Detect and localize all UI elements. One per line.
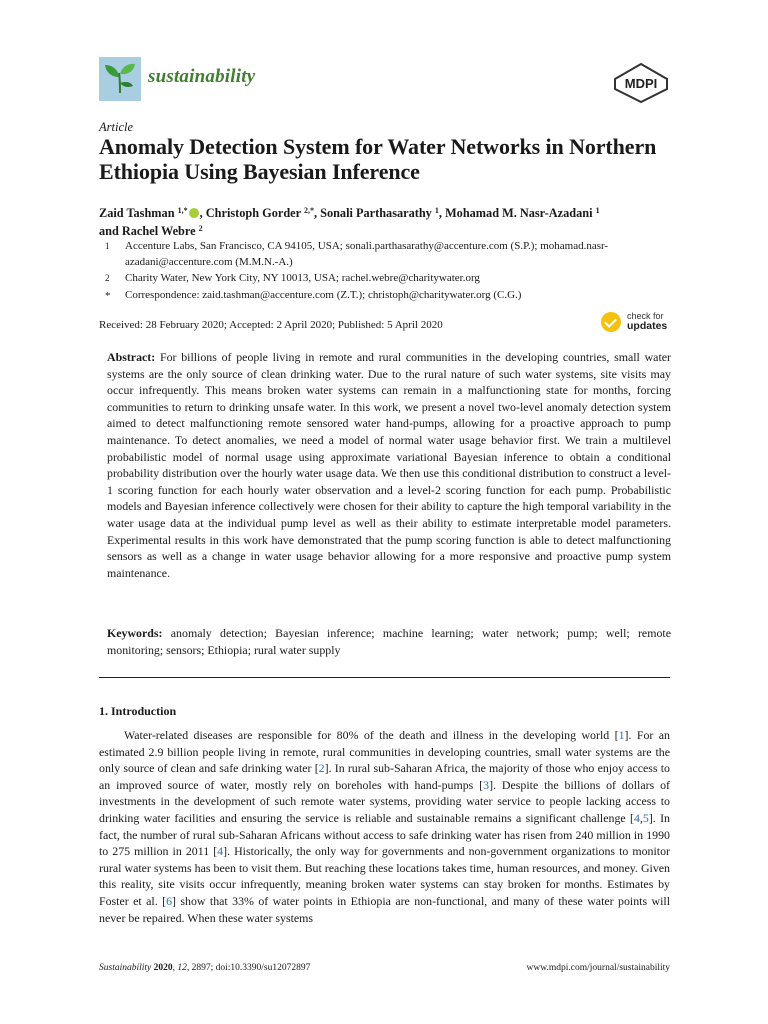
citation-link[interactable]: 4 [217,844,224,859]
author-name: Christoph Gorder [205,206,301,220]
journal-logo-icon [99,57,141,101]
abstract-text: For billions of people living in remote and rural communities in the developing countries, small water systems are the only source of clean drinking water. Due to the rural nature of such water systems, site visits may occur infrequently. This means broken water systems can remain in a malfunctioning state for months, forcing communities to return to drinking unsafe water. In this work, we present a novel two-level anomaly detection system aimed to detect malfunctioning remote sensored water hand-pumps, allowing for a proactive approach to pump maintenance. To detect anomalies, we need a model of normal water usage behavior first. We train a multilevel probabilistic model of normal usage using approximate variational Bayesian inference to obtain a conditional probability distribution over the hourly water usage data. We then use this conditional distribution to construct a level-1 scoring function for each hourly water observation and a level-2 scoring function for each pump. Probabilistic models and Bayesian inference collectively were chosen for their ability to capture the high temporal variability in the water usage data at the individual pump level as well as their ability to estimate interpretable model parameters. Experimental results in this work have demonstrated that the pump scoring function is able to detect malfunctioning sensors as well as a change in water usage behavior allowing for a more responsive and proactive pump system maintenance. [107,350,671,580]
publisher-name: MDPI [624,76,658,91]
article-type: Article [99,120,134,134]
affiliation-text: Charity Water, New York City, NY 10013, USA; rachel.webre@charitywater.org [125,272,480,284]
section-heading: 1. Introduction [99,704,177,718]
check-for-updates-button[interactable] [601,311,673,333]
body-text: ]. Despite the billions of dollars of investments in the development of such remote water systems, providing water service to people lacking access to drinking water facilities and ensuring the service is reliable and sustainable remains a significant challenge [ [99,777,671,825]
author-name: Zaid Tashman [99,206,175,220]
keywords-text: anomaly detection; Bayesian inference; machine learning; water network; pump; well; remote monitoring; sensors; Ethiopia; rural water supply [107,626,671,657]
abstract-label: Abstract: [107,350,156,364]
citation-link[interactable]: 6 [166,893,173,908]
check-updates-label-bottom: updates [627,320,668,332]
footer-volume: 12 [177,963,187,973]
affiliation-item [99,271,679,287]
author-affiliation-mark: 1 [434,206,439,215]
introduction-body [99,727,670,926]
affiliations [99,239,679,303]
keywords-label: Keywords: [107,626,163,640]
journal-name: sustainability [148,66,256,87]
footer-journal-url[interactable]: www.mdpi.com/journal/sustainability [526,963,670,973]
body-text: ]. In fact, the number of rural sub-Saharan Africans without access to safe drinking water has risen from 240 million in 1990 to 275 million in 2011 [ [99,810,671,859]
footer-year: 2020 [153,963,173,973]
publication-dates: Received: 28 February 2020; Accepted: 2 April 2020; Published: 5 April 2020 [99,319,443,331]
footer-citation-rest: , 2897; doi:10.3390/su12072897 [186,963,311,973]
paper-title: Anomaly Detection System for Water Networks in Northern Ethiopia Using Bayesian Inference [99,134,657,184]
authors-conjunction: and [99,224,119,238]
affiliation-mark: 2 [105,273,110,283]
keywords [107,625,671,658]
author-affiliation-mark: 2 [198,224,203,233]
author-name: Sonali Parthasarathy [320,206,432,220]
author-name: Rachel Webre [121,224,196,238]
author-affiliation-mark: 1 [595,206,600,215]
footer-journal: Sustainability [99,963,152,973]
footer-citation: Sustainability 2020, 12, 2897; doi:10.3390/su12072897 [99,963,311,973]
affiliation-text: Accenture Labs, San Francisco, CA 94105, USA; sonali.parthasarathy@accenture.com (S.P.); mohamad.nasr-azadani@accenture.com (M.M.N.-A.) [125,240,609,268]
orcid-icon[interactable] [189,208,199,218]
body-text: Water-related diseases are responsible for 80% of the death and illness in the developing world [ [124,728,619,742]
body-text: ]. Historically, the only way for governments and non-government organizations to monitor rural water systems has been to visit them. But reaching these locations takes time, human resources, and money. Given this reality, site visits occur infrequently, meaning broken water systems can stay broken for months. Estimates by Foster et al. [ [99,844,670,908]
affiliation-item [99,239,679,270]
affiliation-item [99,288,679,304]
publisher-logo-icon [612,62,670,104]
check-updates-icon [601,312,621,332]
author-list: Zaid Tashman $^{1,*}$ , Christoph Gorder $^{2,*}$, Sonali Parthasarathy $^1$, Mohamad M. Nasr-Azadani $^1$ and Rachel Webre $^2$ [99,206,600,238]
citation-link[interactable]: 3 [483,777,490,792]
author-affiliation-mark: 1,* [177,206,188,215]
check-updates-label-top: check for [627,311,664,321]
citation-link[interactable]: 5 [642,810,649,825]
body-text: ]. In rural sub-Saharan Africa, the majority of those who enjoy access to an improved source of water, mostly rely on boreholes with hand-pumps [ [99,761,670,792]
body-text: ]. For an estimated 2.9 billion people living in remote, rural communities in developing countries, small water systems are the only source of clean and safe drinking water [ [99,728,670,776]
body-text: , [639,810,643,825]
author-affiliation-mark: 2,* [303,206,314,215]
abstract [107,349,671,581]
affiliation-mark: * [105,289,111,302]
citation-link[interactable]: 2 [318,761,325,776]
affiliation-mark: 1 [105,241,110,251]
section-divider [99,677,670,678]
citation-link[interactable]: 4 [633,810,640,825]
correspondence-text: Correspondence: zaid.tashman@accenture.com (Z.T.); christoph@charitywater.org (C.G.) [125,288,522,301]
author-name: Mohamad M. Nasr-Azadani [445,206,593,220]
body-text: ] show that 33% of water points in Ethiopia are non-functional, and many of these water points will never be repaired. When these water systems [99,893,670,925]
citation-link[interactable]: 1 [618,728,625,742]
